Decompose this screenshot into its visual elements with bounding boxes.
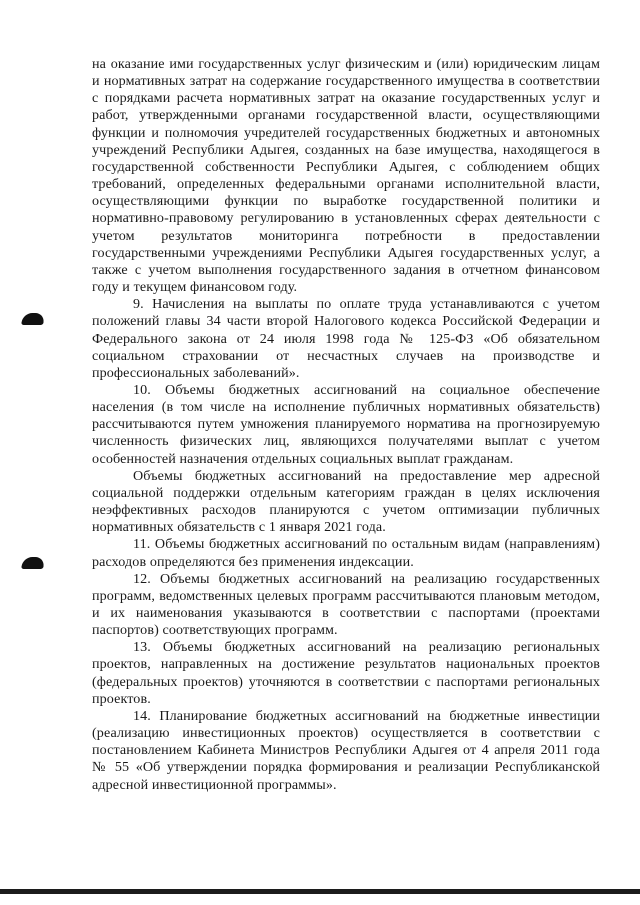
document-page [92,56,600,794]
paragraph-12: 12. Объемы бюджетных ассигнований на реализацию государственных программ, ведомственных целевых программ рассчитываются плановым методом, и их наименования указываются в соответствии с паспортами (проектами паспортов) соответствующих программ. [92,570,600,639]
paragraph-11: 11. Объемы бюджетных ассигнований по остальным видам (направлениям) расходов определяются без применения индексации. [92,536,600,570]
page-bottom-border [0,889,640,894]
paragraph-10: 10. Объемы бюджетных ассигнований на социальное обеспечение населения (в том числе на исполнение публичных нормативных обязательств) рассчитываются путем умножения планируемого норматива на прогнозируемую численность физических лиц, являющихся получателями выплат с учетом особенностей назначения отдельных социальных выплат гражданам. [92,381,600,467]
paragraph-continuation: на оказание ими государственных услуг физическим и (или) юридическим лицам и нормативных затрат на содержание государственного имущества в соответствии с порядками расчета нормативных затрат на оказание государственных услуг и работ, утвержденными органами государственной власти, осуществляющими функции и полномочия учредителей государственных бюджетных и автономных учреждений Республики Адыгея, созданных на базе имущества, находящегося в государственной собственности Республики Адыгея, с соблюдением общих требований, определенных федеральными органами исполнительной власти, осуществляющими функции по выработке государственной политики и нормативно-правовому регулированию в установленных сферах деятельности с учетом результатов мониторинга потребности в предоставлении государственными учреждениями Республики Адыгея государственных услуг, а также с учетом выполнения государственного задания в отчетном финансовом году и текущем финансовом году. [92,56,600,296]
scan-mark-left-upper [21,313,45,325]
paragraph-10-social-support: Объемы бюджетных ассигнований на предоставление мер адресной социальной поддержки отдельным категориям граждан в целях исключения неэффективных расходов планируются с учетом оптимизации публичных нормативных обязательств с 1 января 2021 года. [92,467,600,536]
paragraph-14: 14. Планирование бюджетных ассигнований на бюджетные инвестиции (реализацию инвестиционных проектов) осуществляется в соответствии с постановлением Кабинета Министров Республики Адыгея от 4 апреля 2011 года № 55 «Об утверждении порядка формирования и реализации Республиканской адресной инвестиционной программы». [92,707,600,793]
paragraph-13: 13. Объемы бюджетных ассигнований на реализацию региональных проектов, направленных на достижение результатов национальных проектов (федеральных проектов) уточняются в соответствии с паспортами региональных проектов. [92,639,600,707]
scan-mark-left-lower [21,557,45,569]
paragraph-9: 9. Начисления на выплаты по оплате труда устанавливаются с учетом положений главы 34 части второй Налогового кодекса Российской Федерации и Федерального закона от 24 июля 1998 года № 125-ФЗ «Об обязательном социальном страховании от несчастных случаев на производстве и профессиональных заболеваний». [92,296,600,381]
